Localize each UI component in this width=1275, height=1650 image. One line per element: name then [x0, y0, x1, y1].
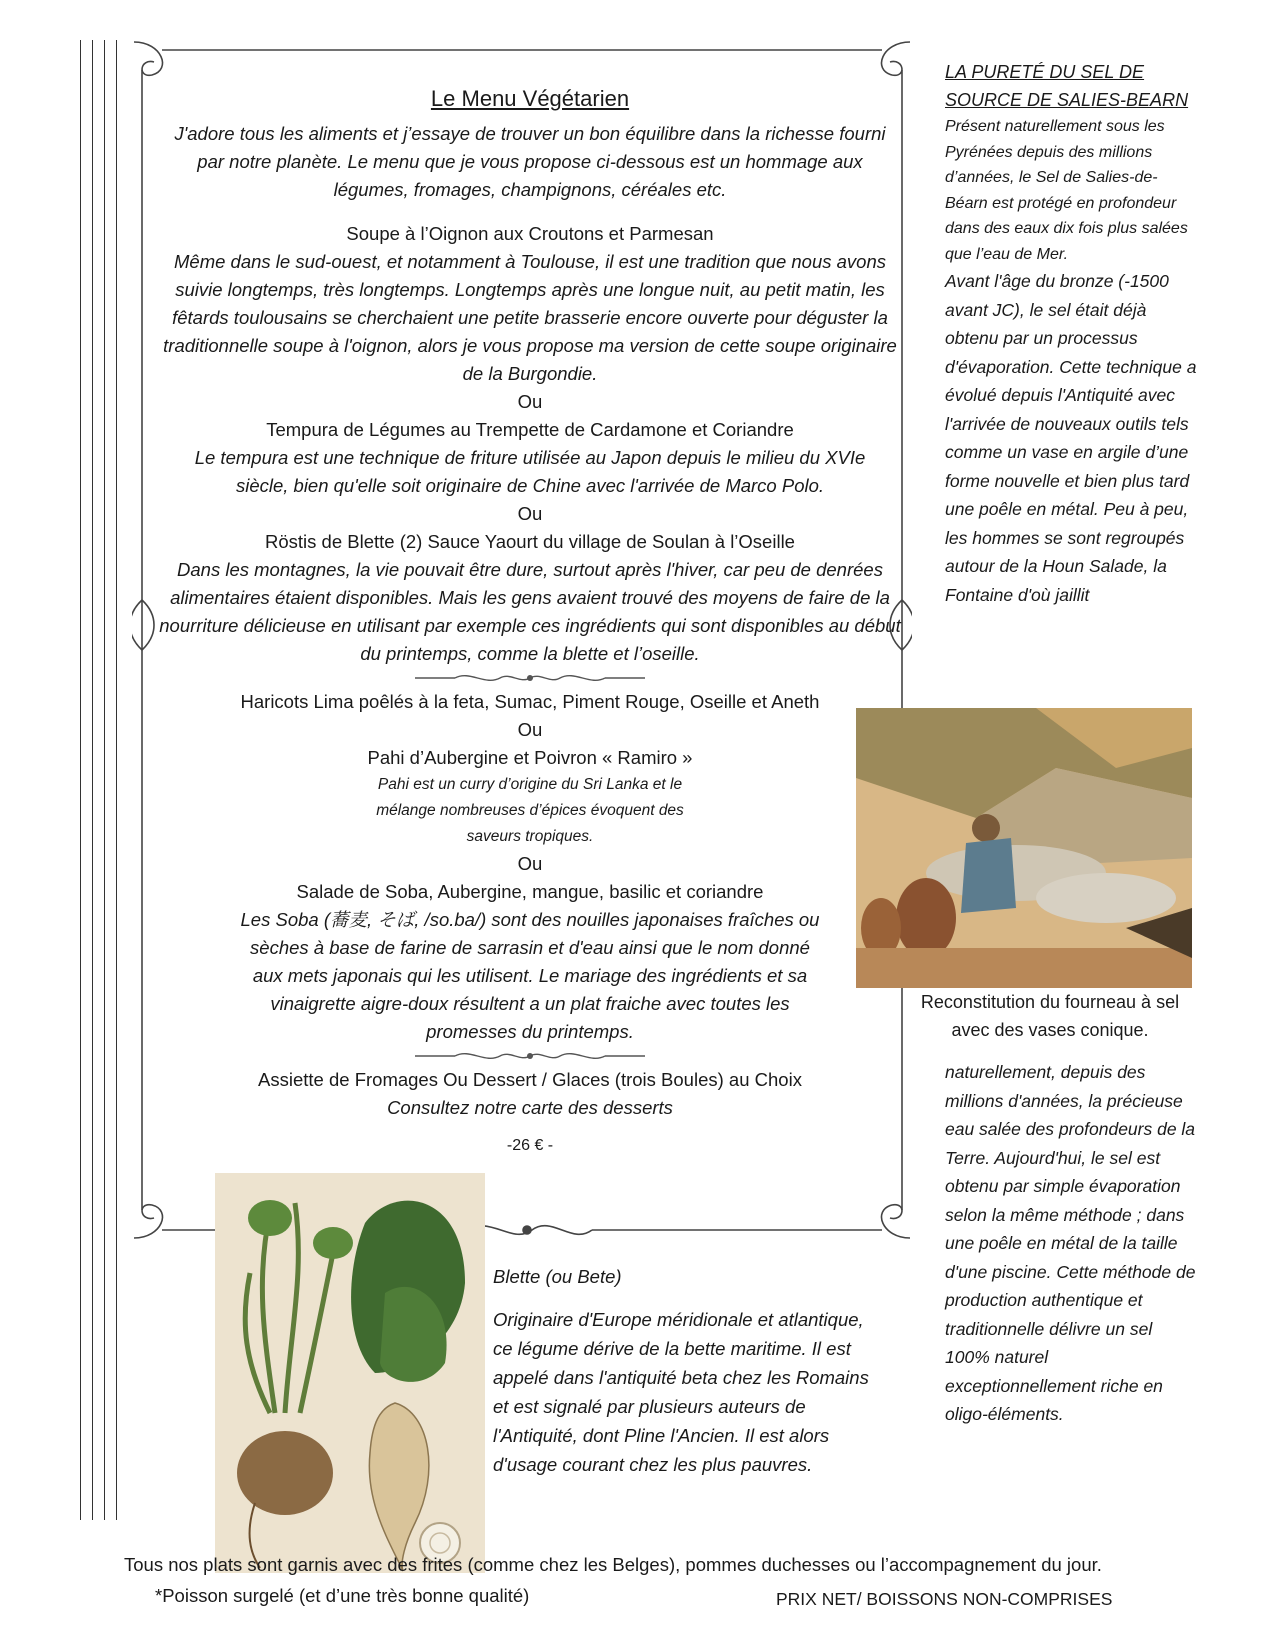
blette-title: Blette (ou Bete) [493, 1266, 622, 1287]
sidebar-title: LA PURETÉ DU SEL DE SOURCE DE SALIES-BEARN [945, 62, 1189, 110]
starter1-title: Soupe à l’Oignon aux Croutons et Parmesan [346, 223, 714, 244]
blette-text: Originaire d'Europe méridionale et atlantique, ce légume dérive de la bette maritime. Il est appelé dans l'antiquité beta chez les Romains et est signalé par plusieurs auteurs de l'Antiquité, dont Pline l'Ancien. Il est alors d'usage courant chez les plus pauvres. [493, 1309, 869, 1475]
dessert-title: Assiette de Fromages Ou Dessert / Glaces (trois Boules) au Choix [258, 1069, 802, 1090]
starter1-desc: Même dans le sud-ouest, et notamment à Toulouse, il est une tradition que nous avons suivie longtemps, très longtemps. Longtemps après une longue nuit, au petit matin, les fêtards toulousains se cherchaient une petite brasserie encore ouverte pour déguster la traditionnelle soupe à l'oignon, alors je vous propose ma version de cette soupe originaire de la Burgondie. [163, 251, 897, 384]
salt-furnace-painting [856, 708, 1192, 988]
painting-caption: Reconstitution du fourneau à sel avec des vases conique. [920, 992, 1180, 1040]
menu-body [155, 120, 905, 1160]
or-label: Ou [517, 391, 543, 412]
blette-section [493, 1262, 883, 1479]
divider-ornament [415, 670, 645, 686]
or-label: Ou [517, 853, 543, 874]
or-label: Ou [517, 719, 543, 740]
starter2-desc: Le tempura est une technique de friture utilisée au Japon depuis le milieu du XVIe siècle, bien qu'elle soit originaire de Chine avec l'arrivée de Marco Polo. [194, 447, 866, 496]
sidebar-top [945, 58, 1200, 609]
price: -26 € - [506, 1137, 554, 1154]
menu-title: Le Menu Végétarien [430, 86, 630, 111]
margin-rule [80, 40, 81, 1520]
main2-desc: Pahi est un curry d’origine du Sri Lanka et le mélange nombreuses d’épices évoquent des saveurs tropiques. [376, 776, 684, 845]
main3-title: Salade de Soba, Aubergine, mangue, basilic et coriandre [296, 881, 764, 902]
sidebar-bottom [945, 1058, 1200, 1429]
margin-rule [104, 40, 105, 1520]
menu-intro: J'adore tous les aliments et j’essaye de trouver un bon équilibre dans la richesse fourni par notre planète. Le menu que je vous propose ci-dessous est un hommage aux légumes, fromages, champignons, céréales etc. [174, 123, 886, 200]
sidebar-p3: naturellement, depuis des millions d'années, la précieuse eau salée des profondeurs de la Terre. Aujourd'hui, le sel est obtenu par simple évaporation selon la même méthode ; dans une poêle en métal de la taille d'une piscine. Cette méthode de production authentique et traditionnelle délivre un sel 100% naturel exceptionnellement riche en oligo-éléments. [945, 1062, 1196, 1424]
footer-fish-note: *Poisson surgelé (et d’une très bonne qualité) [155, 1585, 530, 1606]
footer-price-note: PRIX NET/ BOISSONS NON-COMPRISES [776, 1589, 1113, 1609]
starter3-desc: Dans les montagnes, la vie pouvait être dure, surtout après l'hiver, car peu de denrées alimentaires étaient disponibles. Mais les gens avaient trouvé des moyens de faire de la nourriture délicieuse en utilisant par exemple ces ingrédients qui sont disponibles au début du printemps, comme la blette et l’oseille. [159, 559, 901, 664]
sidebar-p1: Présent naturellement sous les Pyrénées depuis des millions d’années, le Sel de Salies-de-Béarn est protégé en profondeur dans des eaux dix fois plus salées que l’eau de Mer. [945, 118, 1188, 263]
main2-title: Pahi d’Aubergine et Poivron « Ramiro » [367, 747, 693, 768]
dessert-desc: Consultez notre carte des desserts [387, 1097, 673, 1118]
starter2-title: Tempura de Légumes au Trempette de Cardamone et Coriandre [266, 419, 794, 440]
margin-rule [92, 40, 93, 1520]
footer-garnish-note: Tous nos plats sont garnis avec des frites (comme chez les Belges), pommes duchesses ou l’accompagnement du jour. [124, 1554, 1102, 1575]
sidebar-p2: Avant l'âge du bronze (-1500 avant JC), le sel était déjà obtenu par un processus d'évaporation. Cette technique a évolué depuis l'Antiquité avec l'arrivée de nouveaux outils tels comme un vase en argile d’une forme nouvelle et bien plus tard une poêle en métal. Peu à peu, les hommes se sont regroupés autour de la Houn Salade, la Fontaine d'où jaillit [945, 271, 1197, 605]
main1-title: Haricots Lima poêlés à la feta, Sumac, Piment Rouge, Oseille et Aneth [240, 691, 820, 712]
chard-illustration [215, 1173, 485, 1573]
divider-ornament [415, 1048, 645, 1064]
starter3-title: Röstis de Blette (2) Sauce Yaourt du village de Soulan à l’Oseille [265, 531, 795, 552]
main3-desc: Les Soba (蕎麦, そば, /so.ba/) sont des nouilles japonaises fraîches ou sèches à base de farine de sarrasin et d'eau ainsi que le nom donné aux mets japonais qui les utilisent. Le mariage des ingrédients et sa vinaigrette aigre-doux résultent a un plat fraiche avec toutes les promesses du printemps. [240, 909, 820, 1042]
margin-rule [116, 40, 117, 1520]
or-label: Ou [517, 503, 543, 524]
